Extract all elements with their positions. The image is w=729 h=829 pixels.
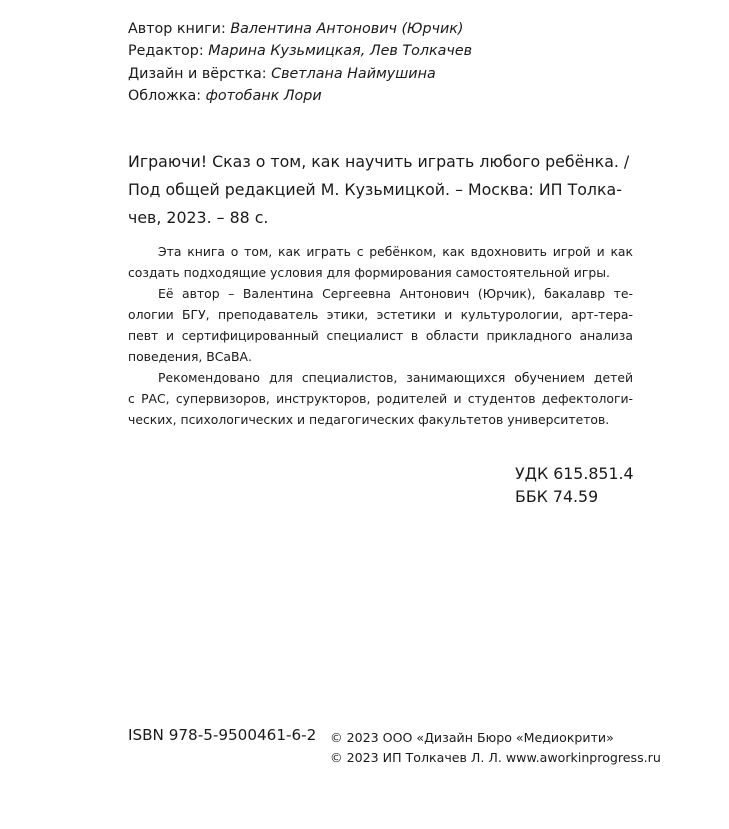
credit-value: Валентина Антонович (Юрчик) bbox=[230, 21, 464, 37]
annotation-line: Эта книга о том, как играть с ребёнком, как вдохновить игрой и как bbox=[158, 244, 633, 259]
annotation-line: создать подходящие условия для формирования самостоятельной игры. bbox=[128, 265, 610, 280]
copyright-line: © 2023 ИП Толкачев Л. Л. www.aworkinprogress.ru bbox=[330, 750, 661, 765]
annotation-line: ологии БГУ, преподаватель этики, эстетики и культурологии, арт-тера- bbox=[128, 307, 633, 322]
credits-block bbox=[128, 18, 472, 107]
credit-label: Обложка: bbox=[128, 87, 202, 104]
classification-codes bbox=[515, 462, 634, 508]
bibliographic-title bbox=[128, 148, 638, 232]
copyright-line: © 2023 ООО «Дизайн Бюро «Медиокрити» bbox=[330, 730, 614, 745]
credit-editor bbox=[128, 40, 472, 62]
annotation-line: Её автор – Валентина Сергеевна Антонович (Юрчик), бакалавр те- bbox=[158, 286, 633, 301]
annotation-line: певт и сертифицированный специалист в области прикладного анализа bbox=[128, 328, 633, 343]
title-line: Под общей редакцией М. Кузьмицкой. – Москва: ИП Толка- bbox=[128, 180, 622, 199]
udk-code: УДК 615.851.4 bbox=[515, 464, 634, 483]
title-line: чев, 2023. – 88 с. bbox=[128, 208, 269, 227]
annotation-line: ческих, психологических и педагогических факультетов университетов. bbox=[128, 412, 610, 427]
credit-cover bbox=[128, 85, 472, 107]
credit-design bbox=[128, 63, 472, 85]
annotation-line: Рекомендовано для специалистов, занимающихся обучением детей bbox=[158, 370, 633, 385]
credit-value: Светлана Наймушина bbox=[271, 65, 436, 82]
annotation-line: поведения, ВСаВА. bbox=[128, 349, 252, 364]
annotation-line: с РАС, супервизоров, инструкторов, родителей и студентов дефектологи- bbox=[128, 391, 633, 406]
title-line: Играючи! Сказ о том, как научить играть любого ребёнка. / bbox=[128, 152, 630, 171]
copyright-block bbox=[330, 728, 661, 768]
bbk-code: ББК 74.59 bbox=[515, 487, 599, 506]
credit-label: Автор книги: bbox=[128, 21, 226, 37]
credit-value: Марина Кузьмицкая, Лев Толкачев bbox=[208, 43, 473, 60]
credit-label: Редактор: bbox=[128, 43, 204, 60]
credit-label: Дизайн и вёрстка: bbox=[128, 65, 267, 82]
isbn: ISBN 978-5-9500461-6-2 bbox=[128, 726, 317, 744]
annotation-block bbox=[128, 241, 633, 430]
credit-author bbox=[128, 18, 472, 40]
credit-value: фотобанк Лори bbox=[205, 87, 322, 104]
